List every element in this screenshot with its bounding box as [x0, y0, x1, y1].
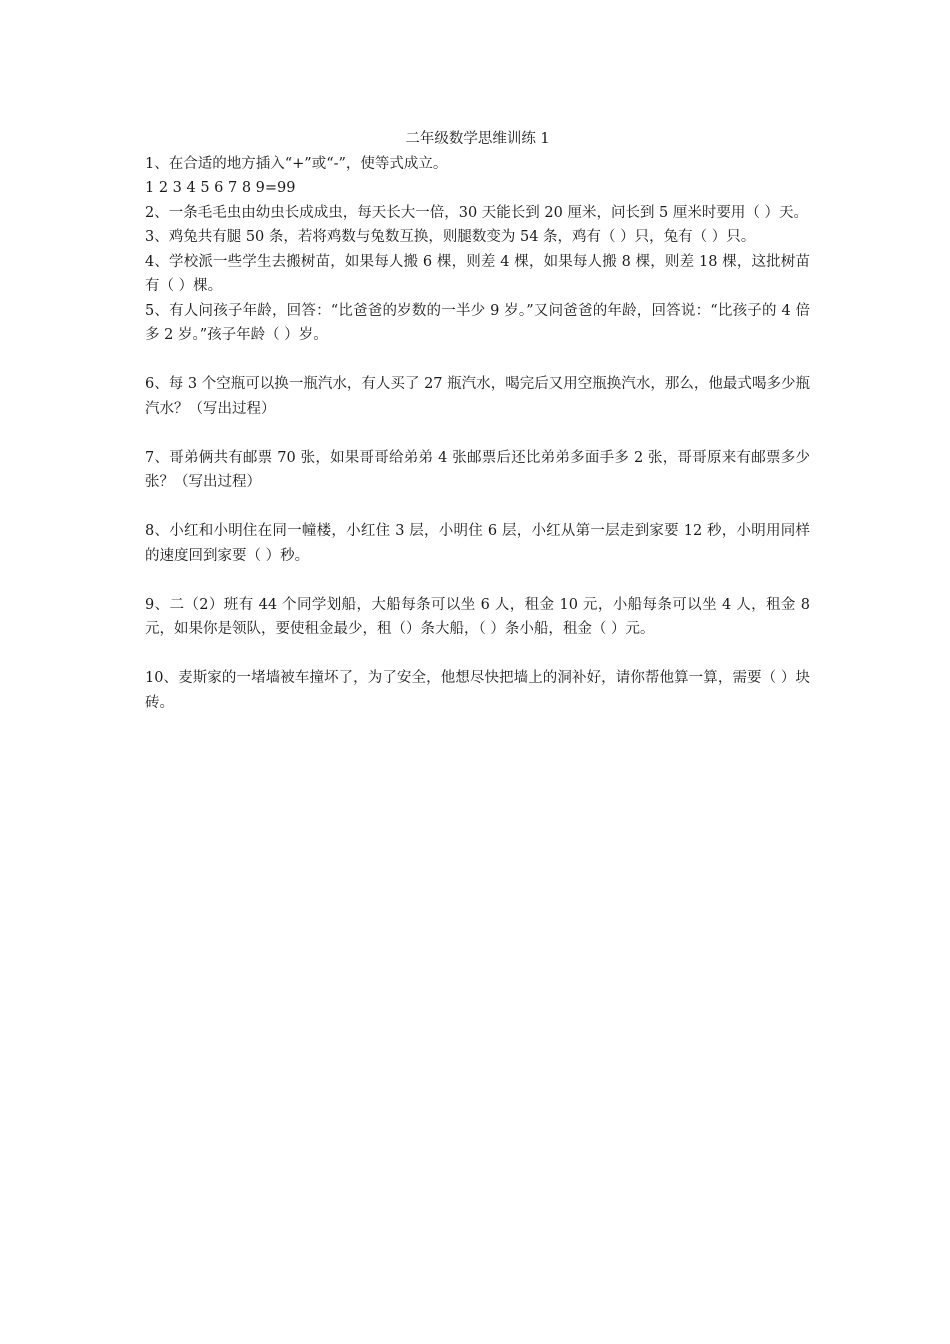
question-4: 4、学校派一些学生去搬树苗，如果每人搬 6 棵，则差 4 棵，如果每人搬 8 棵，则差 18 棵，这批树苗有（ ）棵。	[145, 253, 810, 294]
spacer	[145, 642, 810, 667]
question-5: 5、有人问孩子年龄，回答：“比爸爸的岁数的一半少 9 岁。”又问爸爸的年龄，回答说：“比孩子的 4 倍多 2 岁。”孩子年龄（ ）岁。	[145, 302, 810, 343]
question-1-equation: 1 2 3 4 5 6 7 8 9=99	[145, 180, 296, 196]
question-7: 7、哥弟俩共有邮票 70 张，如果哥哥给弟弟 4 张邮票后还比弟弟多面手多 2 张，哥哥原来有邮票多少张？（写出过程）	[145, 449, 810, 490]
document-page	[145, 127, 810, 715]
question-6: 6、每 3 个空瓶可以换一瓶汽水，有人买了 27 瓶汽水，喝完后又用空瓶换汽水，那么，他最式喝多少瓶汽水？（写出过程）	[145, 376, 810, 417]
spacer	[145, 495, 810, 520]
question-1: 1、在合适的地方插入“+”或“-”，使等式成立。	[145, 155, 448, 172]
question-8: 8、小红和小明住在同一幢楼，小红住 3 层，小明住 6 层，小红从第一层走到家要 12 秒，小明用同样的速度回到家要（ ）秒。	[145, 523, 810, 564]
question-3: 3、鸡兔共有腿 50 条，若将鸡数与兔数互换，则腿数变为 54 条，鸡有（ ）只，兔有（ ）只。	[145, 229, 756, 245]
question-9: 9、二（2）班有 44 个同学划船，大船每条可以坐 6 人，租金 10 元，小船每条可以坐 4 人，租金 8 元，如果你是领队，要使租金最少，租（）条大船，（ ）条小船，租金（ ）元。	[145, 596, 810, 637]
document-title: 二年级数学思维训练 1	[405, 131, 550, 147]
question-10: 10、麦斯家的一堵墙被车撞坏了，为了安全，他想尽快把墙上的洞补好，请你帮他算一算，需要（ ）块砖。	[145, 670, 810, 711]
spacer	[145, 348, 810, 373]
spacer	[145, 568, 810, 593]
spacer	[145, 421, 810, 446]
question-2: 2、一条毛毛虫由幼虫长成成虫，每天长大一倍，30 天能长到 20 厘米，问长到 5 厘米时要用（ ）天。	[145, 204, 809, 221]
